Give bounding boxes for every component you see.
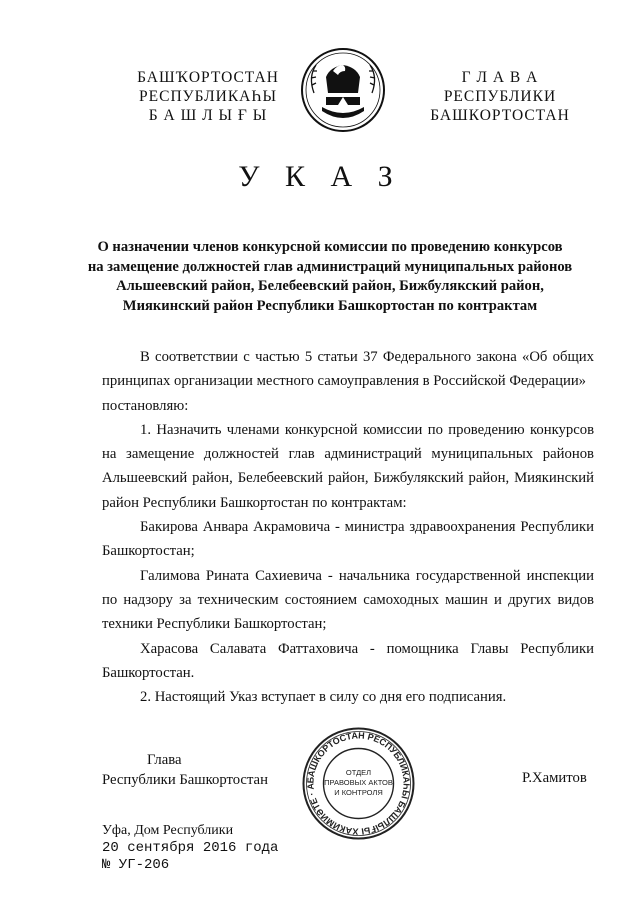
header-left-line-3: Б А Ш Л Ы Ғ Ы xyxy=(148,107,268,124)
signature-role-line-2: Республики Башкортостан xyxy=(102,772,268,788)
item-2-paragraph: 2. Настоящий Указ вступает в силу со дня его подписания. xyxy=(140,689,507,706)
header-right xyxy=(420,68,580,125)
footer-number: № УГ-206 xyxy=(102,857,170,873)
signature-role-line-1: Глава xyxy=(147,752,182,768)
header-left-line-1: БАШҠОРТОСТАН xyxy=(137,69,279,86)
header-right-line-2: РЕСПУБЛИКИ xyxy=(443,88,557,105)
seal-inner-line-2: ПРАВОВЫХ АКТОВ xyxy=(324,778,393,787)
document-type-heading: У К А З xyxy=(238,160,402,193)
seal-inner-line-3: И КОНТРОЛЯ xyxy=(334,788,383,797)
signature-name: Р.Хамитов xyxy=(522,770,587,786)
seal-circle xyxy=(301,726,416,841)
header-left xyxy=(128,68,288,125)
document-title xyxy=(60,238,600,316)
seal-inner-line-1: ОТДЕЛ xyxy=(345,768,372,777)
member-1-paragraph: Бакирова Анвара Акрамовича - министра здравоохранения Республики Башкортостан; xyxy=(102,519,594,560)
title-line-4: Миякинский район Республики Башкортостан по контрактам xyxy=(122,297,538,314)
coat-of-arms-emblem-icon xyxy=(300,47,386,133)
decree-word: постановляю: xyxy=(102,397,189,414)
document-body xyxy=(102,345,594,709)
title-line-1: О назначении членов конкурсной комиссии по проведению конкурсов xyxy=(97,239,563,255)
header-left-line-2: РЕСПУБЛИКАҺЫ xyxy=(139,88,277,105)
item-1-paragraph: 1. Назначить членами конкурсной комиссии по проведению конкурсов на замещение должностей глав администраций муниципальных районов Альшеевский район, Белебеевский район, Бижбулякский район, Миякинский район Республики Башкортостан по контрактам: xyxy=(102,421,594,511)
title-line-3: Альшеевский район, Белебеевский район, Бижбулякский район, xyxy=(116,278,544,294)
signature-role xyxy=(102,750,282,790)
official-seal-stamp xyxy=(301,726,416,841)
footer-place: Уфа, Дом Республики xyxy=(102,823,234,838)
document-footer xyxy=(102,822,278,875)
intro-paragraph: В соответствии с частью 5 статьи 37 Федерального закона «Об общих принципах организации местного самоуправления в Российской Федерации» xyxy=(102,349,594,390)
header-right-line-3: БАШКОРТОСТАН xyxy=(430,107,570,124)
seal-outer-text: БАШКОРТОСТАН РЕСПУБЛИКАҺЫ БАШЛЫҒЫ ХАКИМИӘТЕ · А xyxy=(305,730,412,837)
member-3-paragraph: Харасова Салавата Фаттаховича - помощника Главы Республики Башкортостан. xyxy=(102,640,594,681)
title-line-2: на замещение должностей глав администраций муниципальных районов xyxy=(87,258,573,275)
header-right-line-1: Г Л А В А xyxy=(461,69,539,86)
member-2-paragraph: Галимова Рината Сахиевича - начальника государственной инспекции по надзору за техническим состоянием самоходных машин и других видов техники Республики Башкортостан; xyxy=(102,567,594,633)
footer-date: 20 сентября 2016 года xyxy=(102,839,279,856)
